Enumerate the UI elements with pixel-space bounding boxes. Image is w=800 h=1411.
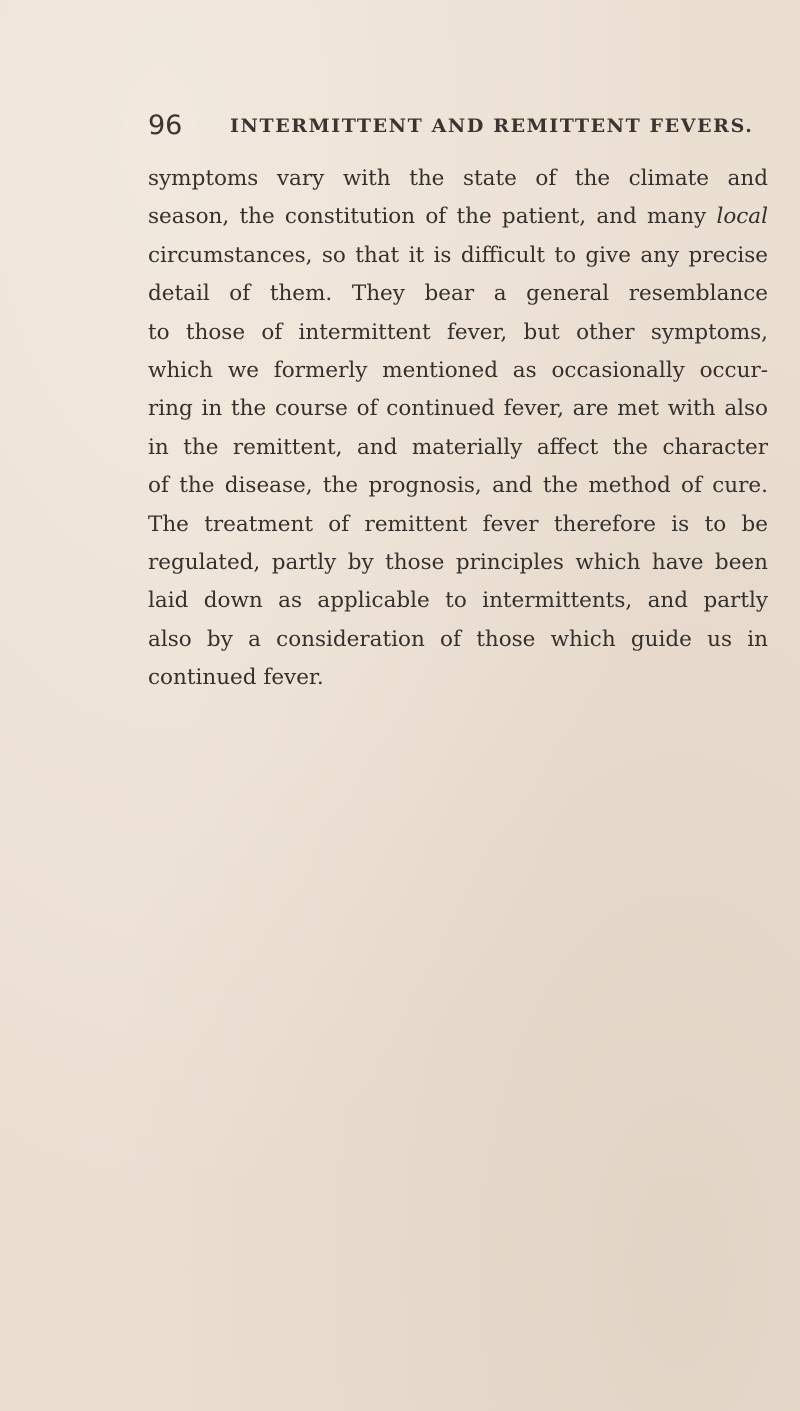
text-line: to those of intermittent fever, but other symptoms,	[148, 319, 768, 345]
text-line: The treatment of remittent fever therefore is to be	[148, 511, 768, 537]
text-line: detail of them. They bear a general resemblance	[148, 281, 768, 307]
text-line: continued fever.	[148, 665, 324, 691]
page-header	[148, 106, 754, 146]
text-line: which we formerly mentioned as occasionally occur-	[148, 357, 768, 383]
text-line: ring in the course of continued fever, are met with also	[148, 396, 768, 422]
text-line-part: season, the constitution of the patient, and many	[148, 204, 717, 230]
text-line: of the disease, the prognosis, and the method of cure.	[148, 473, 768, 499]
text-line: laid down as applicable to intermittents, and partly	[148, 588, 768, 614]
text-line: in the remittent, and materially affect the character	[148, 434, 768, 460]
running-head: INTERMITTENT AND REMITTENT FEVERS.	[230, 115, 754, 137]
text-line: symptoms vary with the state of the climate and	[148, 166, 768, 191]
text-line: also by a consideration of those which guide us in	[148, 626, 768, 652]
italic-word: local	[716, 204, 768, 230]
text-line: regulated, partly by those principles which have been	[148, 549, 768, 575]
page-number: 96	[148, 110, 183, 141]
body-paragraph	[148, 160, 768, 697]
text-line	[148, 198, 768, 236]
text-line: circumstances, so that it is difficult to give any precise	[148, 242, 768, 268]
